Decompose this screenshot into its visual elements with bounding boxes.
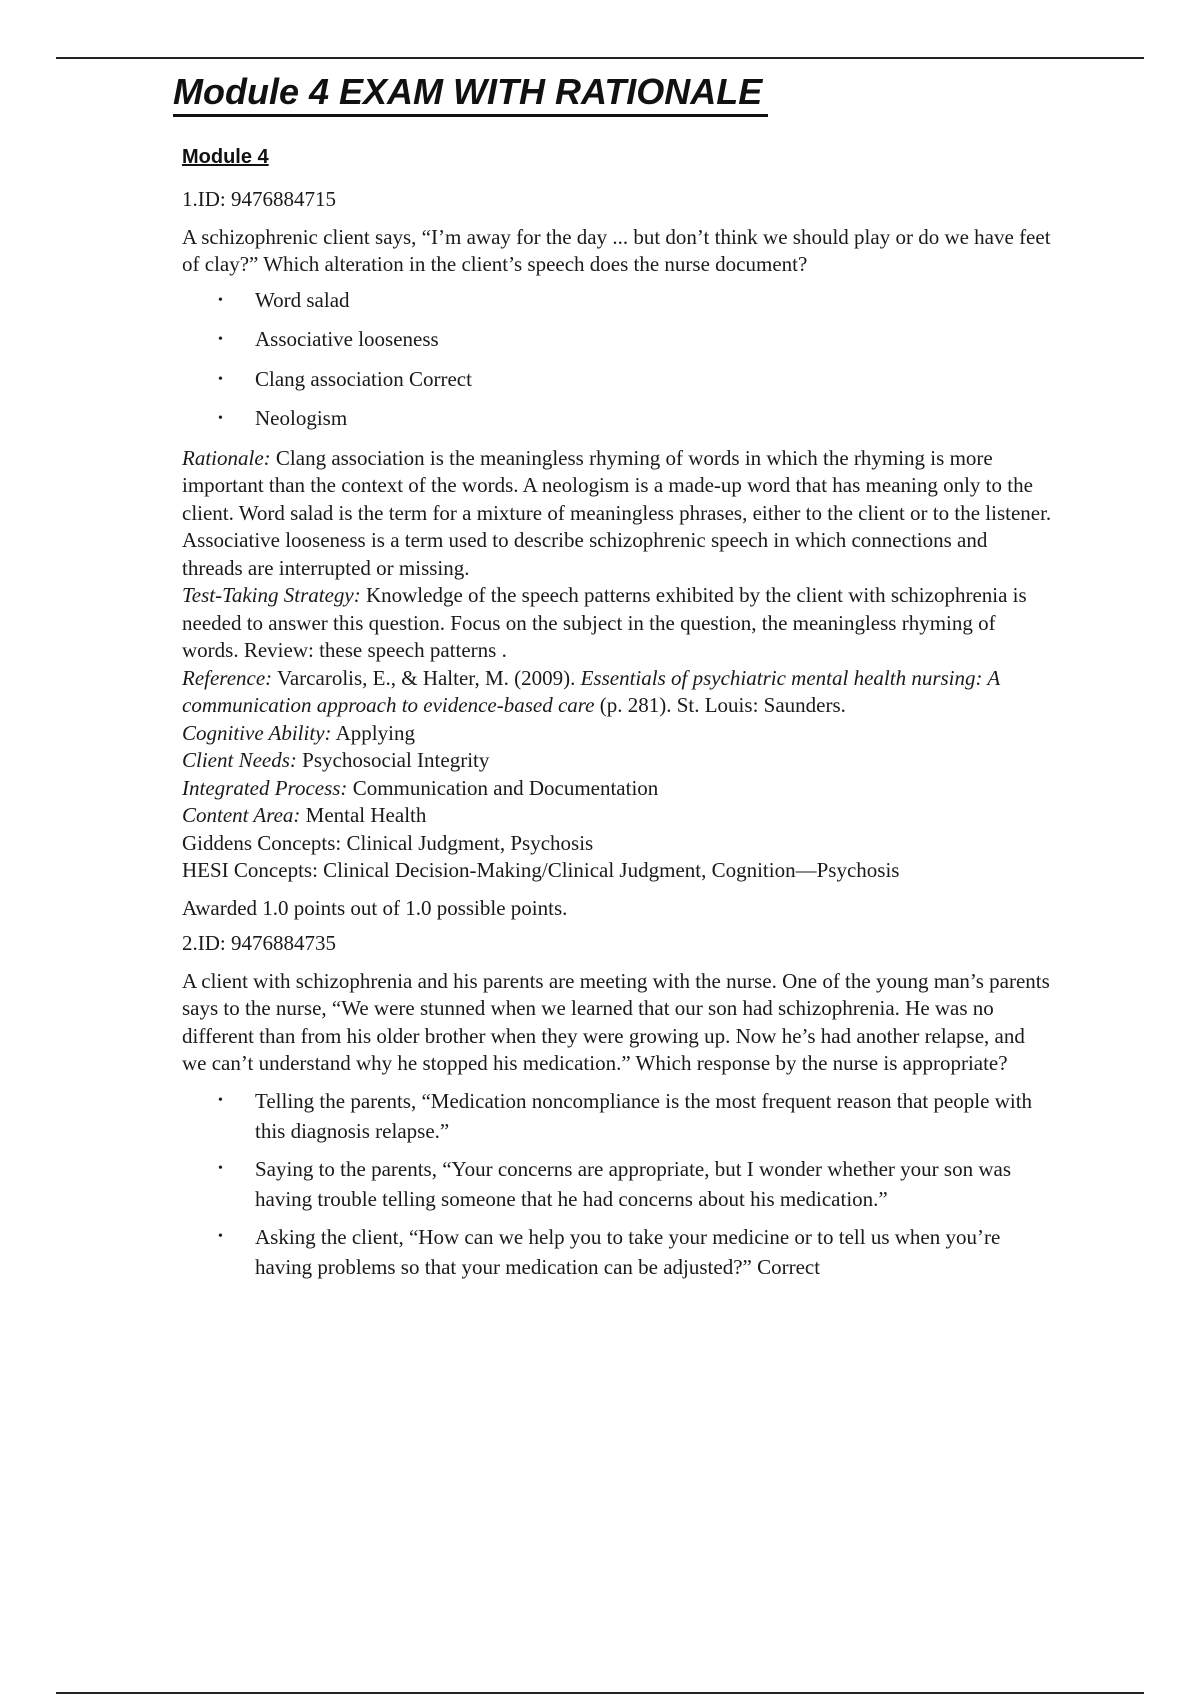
bullet-icon: • [218,332,223,347]
reference-label: Reference: [182,665,273,690]
bullet-icon: • [218,1092,223,1108]
answer-options [182,1086,1052,1282]
awarded-points: Awarded 1.0 points out of 1.0 possible points. [182,895,568,920]
answer-option[interactable] [182,405,1052,433]
answer-option[interactable] [182,1222,1052,1282]
question-stem: A schizophrenic client says, “I’m away for the day ... but don’t think we should play or do we have feet of clay?” Which alteration in the client’s speech does the nurse document? [182,224,1051,276]
answer-options [182,287,1052,433]
bullet-icon: • [218,371,223,387]
option-text: Saying to the parents, “Your concerns are appropriate, but I wonder whether your son was having trouble telling someone that he had concerns about his medication.” [255,1156,1011,1211]
option-text: Word salad [255,287,350,312]
reference-book-title: Essentials of psychiatric mental health nursing: A communication approach to evidence-based care [182,665,1000,717]
question-stem: A client with schizophrenia and his parents are meeting with the nurse. One of the young man’s parents says to the nurse, “We were stunned when we learned that our son had schizophrenia. He was no different than from his older brother when they were growing up. Now he’s had another relapse, and we can’t understand why he stopped his medication.” Which response by the nurse is appropriate? [182,968,1050,1075]
option-text: Clang association Correct [255,366,472,391]
client-needs-value: Psychosocial Integrity [296,748,490,772]
rationale-text: Clang association is the meaningless rhyming of words in which the rhyming is more important than the context of the words. A neologism is a made-up word that has meaning only to the client. Word salad is the term for a mixture of meaningless phrases, either to the client or to the listener. Associative looseness is a term used to describe schizophrenic speech in which connections and threads are interrupted or missing. [182,445,1052,580]
process-label: Integrated Process: [182,775,348,800]
document-title: Module 4 EXAM WITH RATIONALE [173,70,768,117]
client-needs [182,747,1052,775]
strategy-label: Test-Taking Strategy: [182,583,361,607]
bottom-rule [56,1692,1144,1694]
question-1 [182,186,1052,922]
strategy-text: Knowledge of the speech patterns exhibited by the client with schizophrenia is needed to answer this question. Focus on the subject in the question, the meaningless rhyming of words. Review: these speech patterns . [182,583,1027,662]
question-2 [182,930,1052,1282]
bullet-icon: • [218,1160,223,1176]
reference-authors: Varcarolis, E., & Halter, M. (2009). [272,665,581,690]
bullet-icon: • [218,292,223,308]
option-text: Asking the client, “How can we help you to take your medicine or to tell us when you’re having problems so that your medication can be adjusted?” Correct [255,1224,1001,1279]
rationale-label: Rationale: [182,445,271,470]
client-needs-label: Client Needs: [182,748,297,772]
content-area-label: Content Area: [182,803,301,827]
process-value: Communication and Documentation [347,775,659,800]
option-text: Associative looseness [255,327,439,351]
content-area [182,802,1052,830]
cognitive-ability [182,720,1052,748]
question-id: 1.ID: 9476884715 [182,187,336,211]
integrated-process [182,775,1052,803]
top-rule [56,57,1144,59]
question-id: 2.ID: 9476884735 [182,931,336,955]
rationale-block [182,445,1052,720]
option-text: Telling the parents, “Medication noncompliance is the most frequent reason that people with this diagnosis relapse.” [255,1088,1033,1143]
giddens-concepts: Giddens Concepts: Clinical Judgment, Psychosis [182,830,594,855]
cognitive-value: Applying [331,720,415,745]
cognitive-label: Cognitive Ability: [182,720,332,745]
document-content [182,144,1052,1290]
answer-option[interactable] [182,366,1052,394]
answer-option[interactable] [182,287,1052,315]
option-text: Neologism [255,406,348,430]
bullet-icon: • [218,411,223,426]
hesi-concepts: HESI Concepts: Clinical Decision-Making/Clinical Judgment, Cognition—Psychosis [182,858,900,882]
answer-option[interactable] [182,326,1052,354]
content-area-value: Mental Health [300,803,427,827]
bullet-icon: • [218,1228,223,1244]
answer-option[interactable] [182,1086,1052,1146]
module-heading: Module 4 [182,146,269,168]
reference-tail: (p. 281). St. Louis: Saunders. [594,693,846,717]
answer-option[interactable] [182,1154,1052,1214]
